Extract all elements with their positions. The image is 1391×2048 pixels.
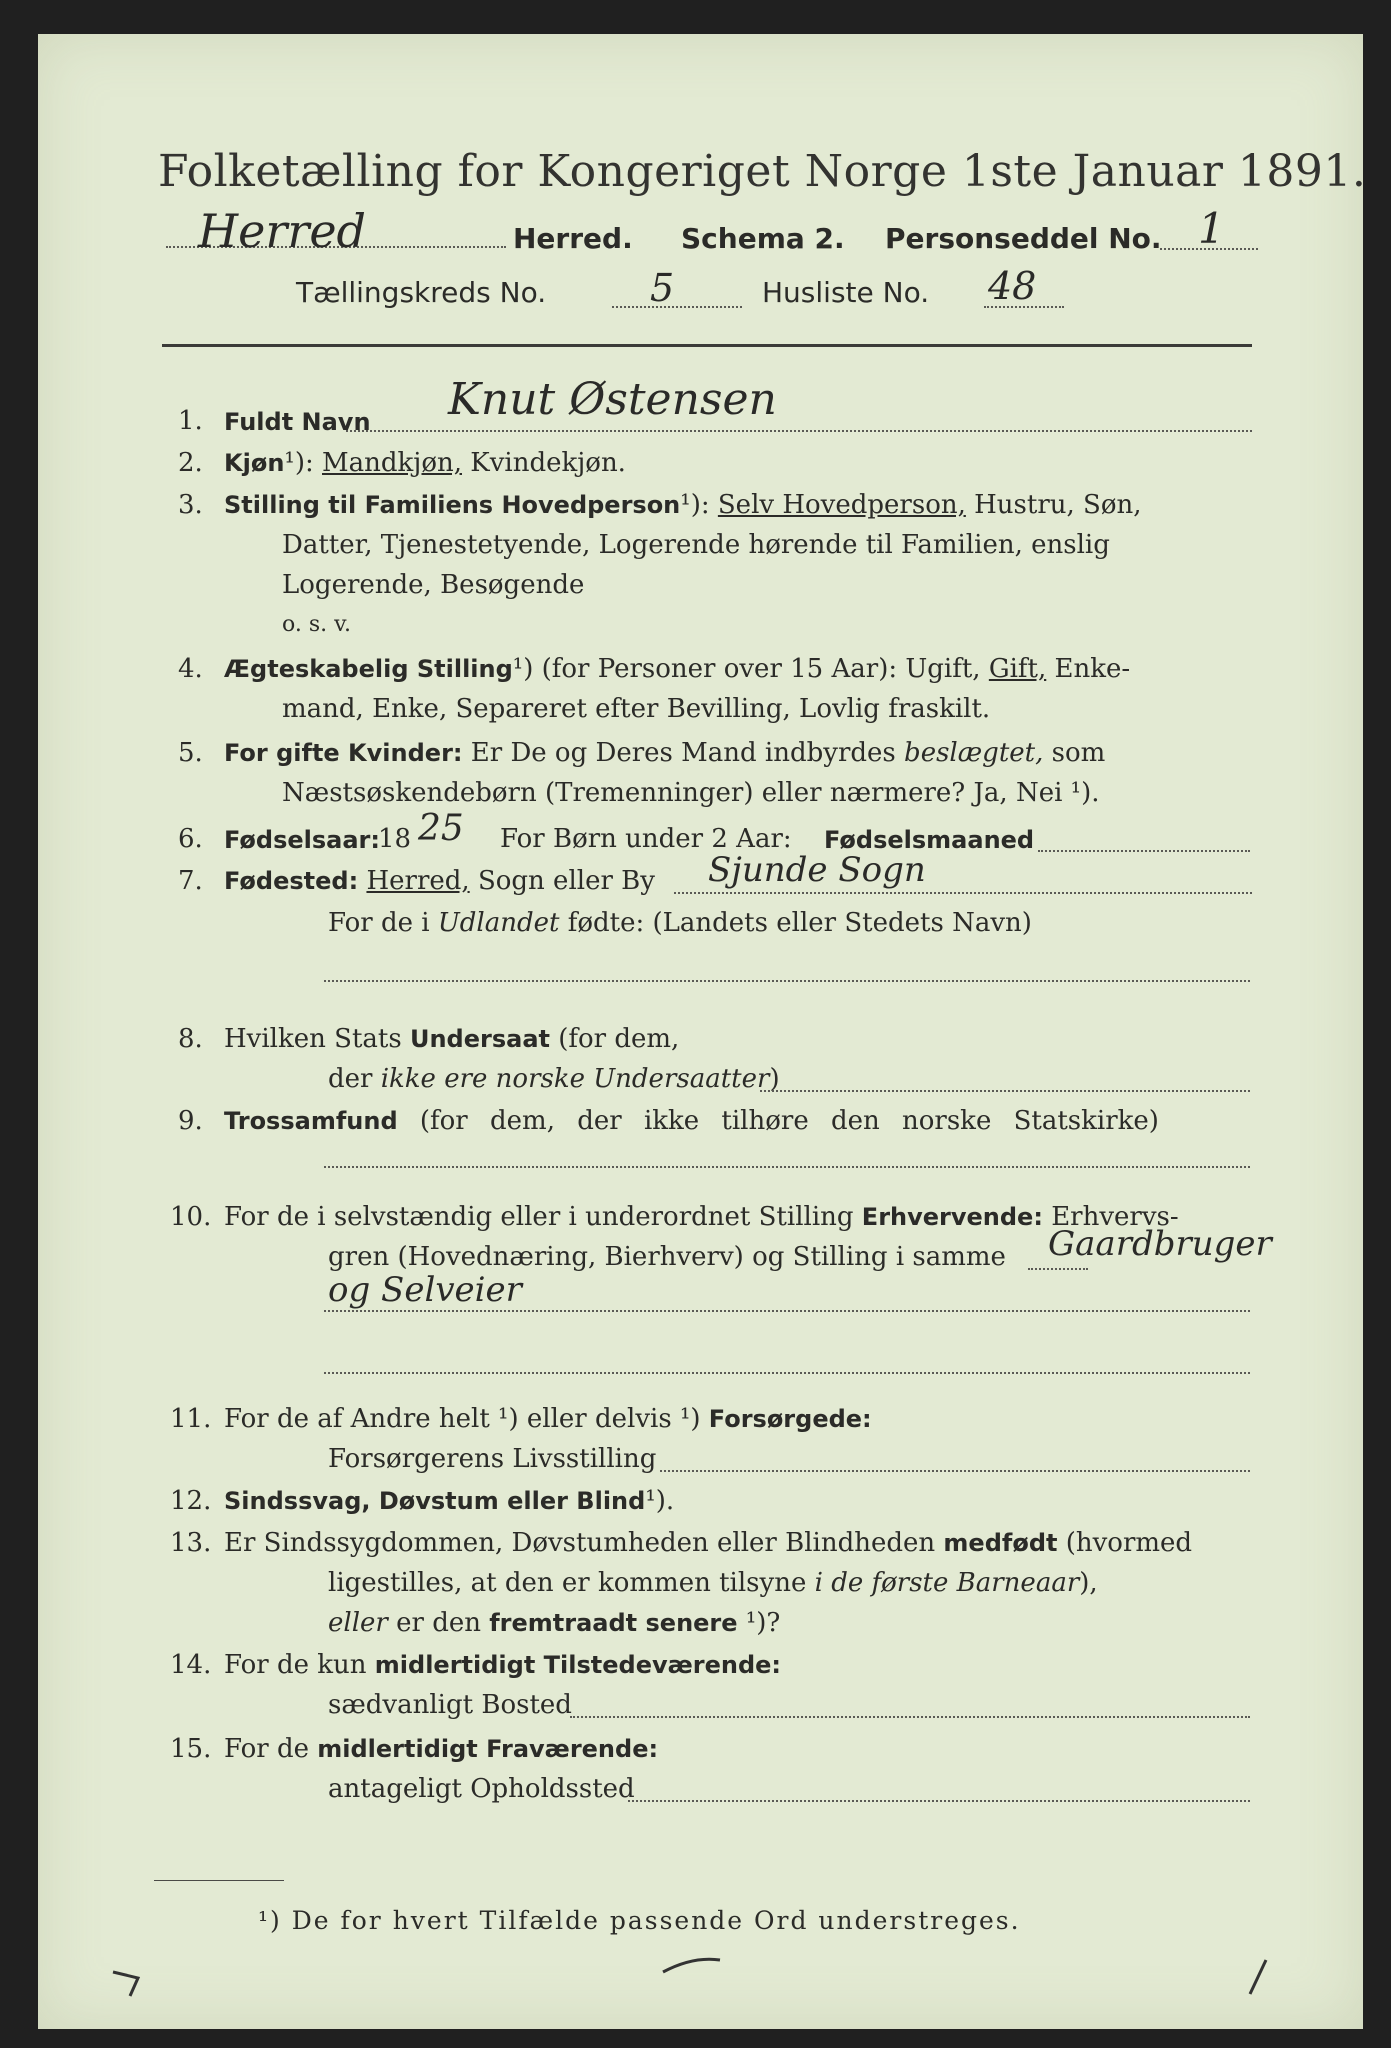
- q14-line1: [224, 1650, 781, 1680]
- q7-line2: [328, 908, 1032, 938]
- form-title: Folketælling for Kongeriget Norge 1ste Januar 1891.: [158, 146, 1367, 197]
- q12-label: Sindssvag, Døvstum eller Blind: [224, 1487, 646, 1515]
- schema-label: Schema 2.: [681, 222, 845, 255]
- q7-option-herred[interactable]: Herred,: [366, 866, 470, 896]
- husliste-label: Husliste No.: [762, 276, 930, 309]
- q13-line1: [224, 1528, 1192, 1558]
- q2-label: Kjøn: [224, 449, 285, 477]
- q9-dotted-line: [324, 1166, 1250, 1168]
- q3-number: 3.: [178, 490, 203, 520]
- husliste-value[interactable]: 48: [988, 264, 1037, 308]
- q8-line2b: ): [769, 1064, 780, 1094]
- q15-dotted-line: [628, 1800, 1250, 1802]
- q3-option-selv-hovedperson[interactable]: Selv Hovedperson,: [717, 490, 966, 520]
- header-rule: [162, 344, 1252, 347]
- herred-value[interactable]: Herred: [198, 204, 366, 258]
- q7-abroad-dotted-line: [324, 980, 1250, 982]
- q3-options-rest[interactable]: Hustru, Søn,: [974, 490, 1142, 520]
- q4-text2: Enke-: [1054, 654, 1131, 684]
- q6-month-dotted-line: [1038, 850, 1250, 852]
- q8-line2a: der: [328, 1064, 373, 1094]
- q15-number: 15.: [170, 1734, 212, 1764]
- q14-dotted-line: [570, 1716, 1250, 1718]
- q10-line1: [224, 1202, 1179, 1232]
- q13-line3a: er den: [396, 1608, 481, 1638]
- q13-line2-italic: i de første Barneaar: [814, 1568, 1080, 1598]
- q4-number: 4.: [178, 654, 203, 684]
- q12-line1: [224, 1486, 674, 1516]
- q13-label: medfødt: [943, 1529, 1058, 1557]
- q13-line3-bold: fremtraadt senere: [489, 1609, 738, 1637]
- q14-line2: sædvanligt Bosted: [328, 1690, 572, 1720]
- q13-line3b: ¹)?: [745, 1608, 781, 1638]
- q7-label: Fødested:: [224, 867, 359, 895]
- q11-label: Forsørgede:: [708, 1405, 872, 1433]
- q4-text1: (for Personer over 15 Aar): Ugift,: [541, 654, 981, 684]
- q9-line1: [224, 1106, 1159, 1136]
- q2-line: [224, 448, 626, 478]
- q10-occupation-value[interactable]: Gaardbruger: [1048, 1224, 1272, 1264]
- taellingskreds-dotted-line: [612, 306, 742, 308]
- q10-line2: gren (Hovednæring, Bierhverv) og Stilling i samme: [328, 1242, 1006, 1272]
- q7-line2b: fødte: (Landets eller Stedets Navn): [567, 908, 1032, 938]
- q8-label: Undersaat: [409, 1025, 550, 1053]
- q3-label: Stilling til Familiens Hovedperson: [224, 491, 681, 519]
- footnote-text: ¹) De for hvert Tilfælde passende Ord understreges.: [258, 1906, 1021, 1935]
- q13-number: 13.: [170, 1528, 212, 1558]
- q10-text2: Erhvervs-: [1051, 1202, 1179, 1232]
- q5-text2: som: [1051, 738, 1106, 768]
- q4-line1: [224, 654, 1130, 684]
- q13-line2a: ligestilles, at den er kommen tilsyne: [328, 1568, 807, 1598]
- q12-sup: ¹).: [645, 1486, 675, 1516]
- q11-dotted-line: [660, 1470, 1250, 1472]
- q14-text1: For de kun: [224, 1650, 367, 1680]
- herred-label: Herred.: [513, 222, 633, 255]
- q13-text1: Er Sindssygdommen, Døvstumheden eller Blindheden: [224, 1528, 936, 1558]
- q13-line2: [328, 1568, 1098, 1598]
- q13-line2b: ),: [1079, 1568, 1098, 1598]
- q14-label: midlertidigt Tilstedeværende:: [374, 1651, 782, 1679]
- q10-label: Erhvervende:: [861, 1203, 1043, 1231]
- q2-sup: ¹):: [284, 448, 314, 478]
- q10-text1: For de i selvstændig eller i underordnet Stilling: [224, 1202, 854, 1232]
- q14-number: 14.: [170, 1650, 212, 1680]
- q4-sup: ¹): [512, 654, 534, 684]
- q9-text1: (for dem, der ikke tilhøre den norske Statskirke): [419, 1106, 1159, 1136]
- q11-text1: For de af Andre helt ¹) eller delvis ¹): [224, 1404, 701, 1434]
- q5-text1: Er De og Deres Mand indbyrdes: [470, 738, 896, 768]
- q8-line2: [328, 1064, 780, 1094]
- footnote-rule: [154, 1880, 284, 1881]
- q1-name-value[interactable]: Knut Østensen: [448, 374, 777, 425]
- q6-number: 6.: [178, 824, 203, 854]
- q5-number: 5.: [178, 738, 203, 768]
- q5-label: For gifte Kvinder:: [224, 739, 463, 767]
- q2-option-kvindekjon[interactable]: Kvindekjøn.: [470, 448, 626, 478]
- q8-number: 8.: [178, 1024, 203, 1054]
- q13-line3: [328, 1608, 780, 1638]
- q10-number: 10.: [170, 1202, 212, 1232]
- q1-dotted-line: [346, 430, 1252, 432]
- q11-number: 11.: [170, 1404, 212, 1434]
- q8-dotted-line: [760, 1090, 1250, 1092]
- q15-line2: antageligt Opholdssted: [328, 1774, 635, 1804]
- q7-dotted-line: [674, 892, 1252, 894]
- q11-line2: Forsørgerens Livsstilling: [328, 1444, 657, 1474]
- q10-dotted-line-b: [324, 1310, 1250, 1312]
- q10-dotted-line-a: [1028, 1268, 1088, 1270]
- q5-text-italic: beslægtet,: [904, 738, 1044, 768]
- q2-number: 2.: [178, 448, 203, 478]
- personseddel-label: Personseddel No.: [885, 222, 1162, 255]
- q9-number: 9.: [178, 1106, 203, 1136]
- q5-line1: [224, 738, 1105, 768]
- q9-label: Trossamfund: [224, 1107, 398, 1135]
- taellingskreds-label: Tællingskreds No.: [296, 276, 547, 309]
- q8-text2: (for dem,: [558, 1024, 680, 1054]
- q5-line2: Næstsøskendebørn (Tremenninger) eller nærmere? Ja, Nei ¹).: [282, 778, 1100, 808]
- q8-text1: Hvilken Stats: [224, 1024, 402, 1054]
- q3-line1: [224, 490, 1142, 520]
- q10-dotted-line-c: [324, 1372, 1250, 1374]
- q7-birthplace-value[interactable]: Sjunde Sogn: [708, 850, 926, 890]
- q11-line1: [224, 1404, 872, 1434]
- q6-label2: Fødselsmaaned: [824, 826, 1035, 854]
- personseddel-value[interactable]: 1: [1198, 204, 1225, 253]
- corner-mark-left: [108, 1964, 168, 2004]
- q13-text2: (hvormed: [1065, 1528, 1193, 1558]
- q3-sup: ¹):: [680, 490, 710, 520]
- q3-line3: Logerende, Besøgende: [282, 570, 585, 600]
- q6-year-value[interactable]: 25: [418, 808, 464, 849]
- q4-line2: mand, Enke, Separeret efter Bevilling, Lovlig fraskilt.: [282, 694, 991, 724]
- q8-line1: [224, 1024, 679, 1054]
- q15-line1: [224, 1734, 658, 1764]
- q1-number: 1.: [178, 406, 203, 436]
- q13-line3-italic: eller: [328, 1608, 388, 1638]
- q4-option-gift[interactable]: Gift,: [988, 654, 1047, 684]
- q7-line2-italic: Udlandet: [437, 908, 560, 938]
- q7-line2a: For de i: [328, 908, 430, 938]
- q3-line2: Datter, Tjenestetyende, Logerende hørende til Familien, enslig: [282, 530, 1110, 560]
- q15-text1: For de: [224, 1734, 309, 1764]
- q10-occupation-value2[interactable]: og Selveier: [328, 1270, 522, 1310]
- q7-text1: Sogn eller By: [477, 866, 655, 896]
- q2-option-mandkjon[interactable]: Mandkjøn,: [322, 448, 462, 478]
- center-mark: [658, 1950, 728, 1980]
- q6-text1: For Børn under 2 Aar:: [500, 824, 792, 854]
- corner-mark-right: [1238, 1954, 1278, 2004]
- q15-label: midlertidigt Fraværende:: [317, 1735, 659, 1763]
- q7-number: 7.: [178, 866, 203, 896]
- q4-label: Ægteskabelig Stilling: [224, 655, 513, 683]
- q7-line1: [224, 866, 655, 896]
- q3-line4: o. s. v.: [282, 612, 351, 637]
- q1-label: Fuldt Navn: [224, 408, 371, 436]
- q6-year-prefix: 18: [378, 824, 412, 854]
- q8-line2-italic: ikke ere norske Undersaatter: [380, 1064, 770, 1094]
- q12-number: 12.: [170, 1486, 212, 1516]
- q6-label: Fødselsaar:: [224, 826, 380, 854]
- taellingskreds-value[interactable]: 5: [650, 266, 675, 310]
- census-form-sheet: [38, 34, 1367, 2029]
